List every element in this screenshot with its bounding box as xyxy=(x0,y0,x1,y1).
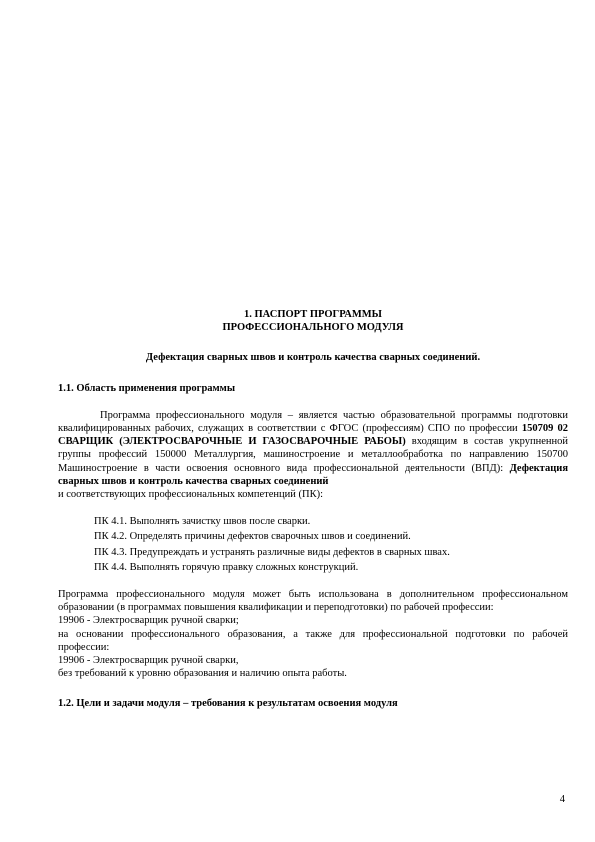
scope-text-part-1: Программа профессионального модуля – является частью образовательной программы подготовки квалифицированных рабочих, служащих в соответствии с ФГОС (профессиям) СПО по профессии xyxy=(58,409,568,435)
module-name: Дефектация сварных швов и контроль качества сварных соединений. xyxy=(145,352,481,364)
usage-block xyxy=(58,588,568,680)
document-title-line-2: ПРОФЕССИОНАЛЬНОГО МОДУЛЯ xyxy=(222,322,404,334)
usage-text-4: 19906 - Электросварщик ручной сварки, xyxy=(58,655,239,667)
page-content xyxy=(58,308,568,711)
page-number: 4 xyxy=(559,794,565,805)
scope-text-part-2: входящим в состав укрупненной группы профессий 150000 Металлургия, машиностроение и металлообработка по направлению 150700 Машиностроение в части освоения основного вида профессиональной деятельности (ВПД): xyxy=(58,436,569,474)
competency-item: ПК 4.3. Предупреждать и устранять различные виды дефектов в сварных швах. xyxy=(94,546,450,558)
section-1-2-heading: 1.2. Цели и задачи модуля – требования к результатам освоения модуля xyxy=(58,698,398,710)
competencies-intro: и соответствующих профессиональных компетенций (ПК): xyxy=(58,489,324,501)
competency-item: ПК 4.2. Определять причины дефектов сварочных швов и соединений. xyxy=(94,531,411,543)
document-title-line-1: 1. ПАСПОРТ ПРОГРАММЫ xyxy=(244,309,382,320)
vpd-name: Дефектация сварных швов и контроль качества сварных соединений xyxy=(58,462,568,487)
usage-text-5: без требований к уровню образования и наличию опыта работы. xyxy=(58,668,347,680)
profession-code: 150709 02 СВАРЩИК (ЭЛЕКТРОСВАРОЧНЫЕ И ГАЗОСВАРОЧНЫЕ РАБОЫ) xyxy=(58,423,569,448)
usage-text-2: 19906 - Электросварщик ручной сварки; xyxy=(58,615,239,627)
scope-paragraph xyxy=(58,409,568,488)
competencies-list xyxy=(58,515,568,574)
competency-item: ПК 4.1. Выполнять зачистку швов после сварки. xyxy=(94,516,311,528)
usage-text-1: Программа профессионального модуля может быть использована в дополнительном профессиональном образовании (в программах повышения квалификации и переподготовки) по рабочей профессии: xyxy=(58,589,568,614)
section-1-1-heading: 1.1. Область применения программы xyxy=(58,382,236,394)
competency-item: ПК 4.4. Выполнять горячую правку сложных конструкций. xyxy=(94,561,359,573)
usage-text-3: на основании профессионального образования, а также для профессиональной подготовки по рабочей профессии: xyxy=(58,628,568,653)
